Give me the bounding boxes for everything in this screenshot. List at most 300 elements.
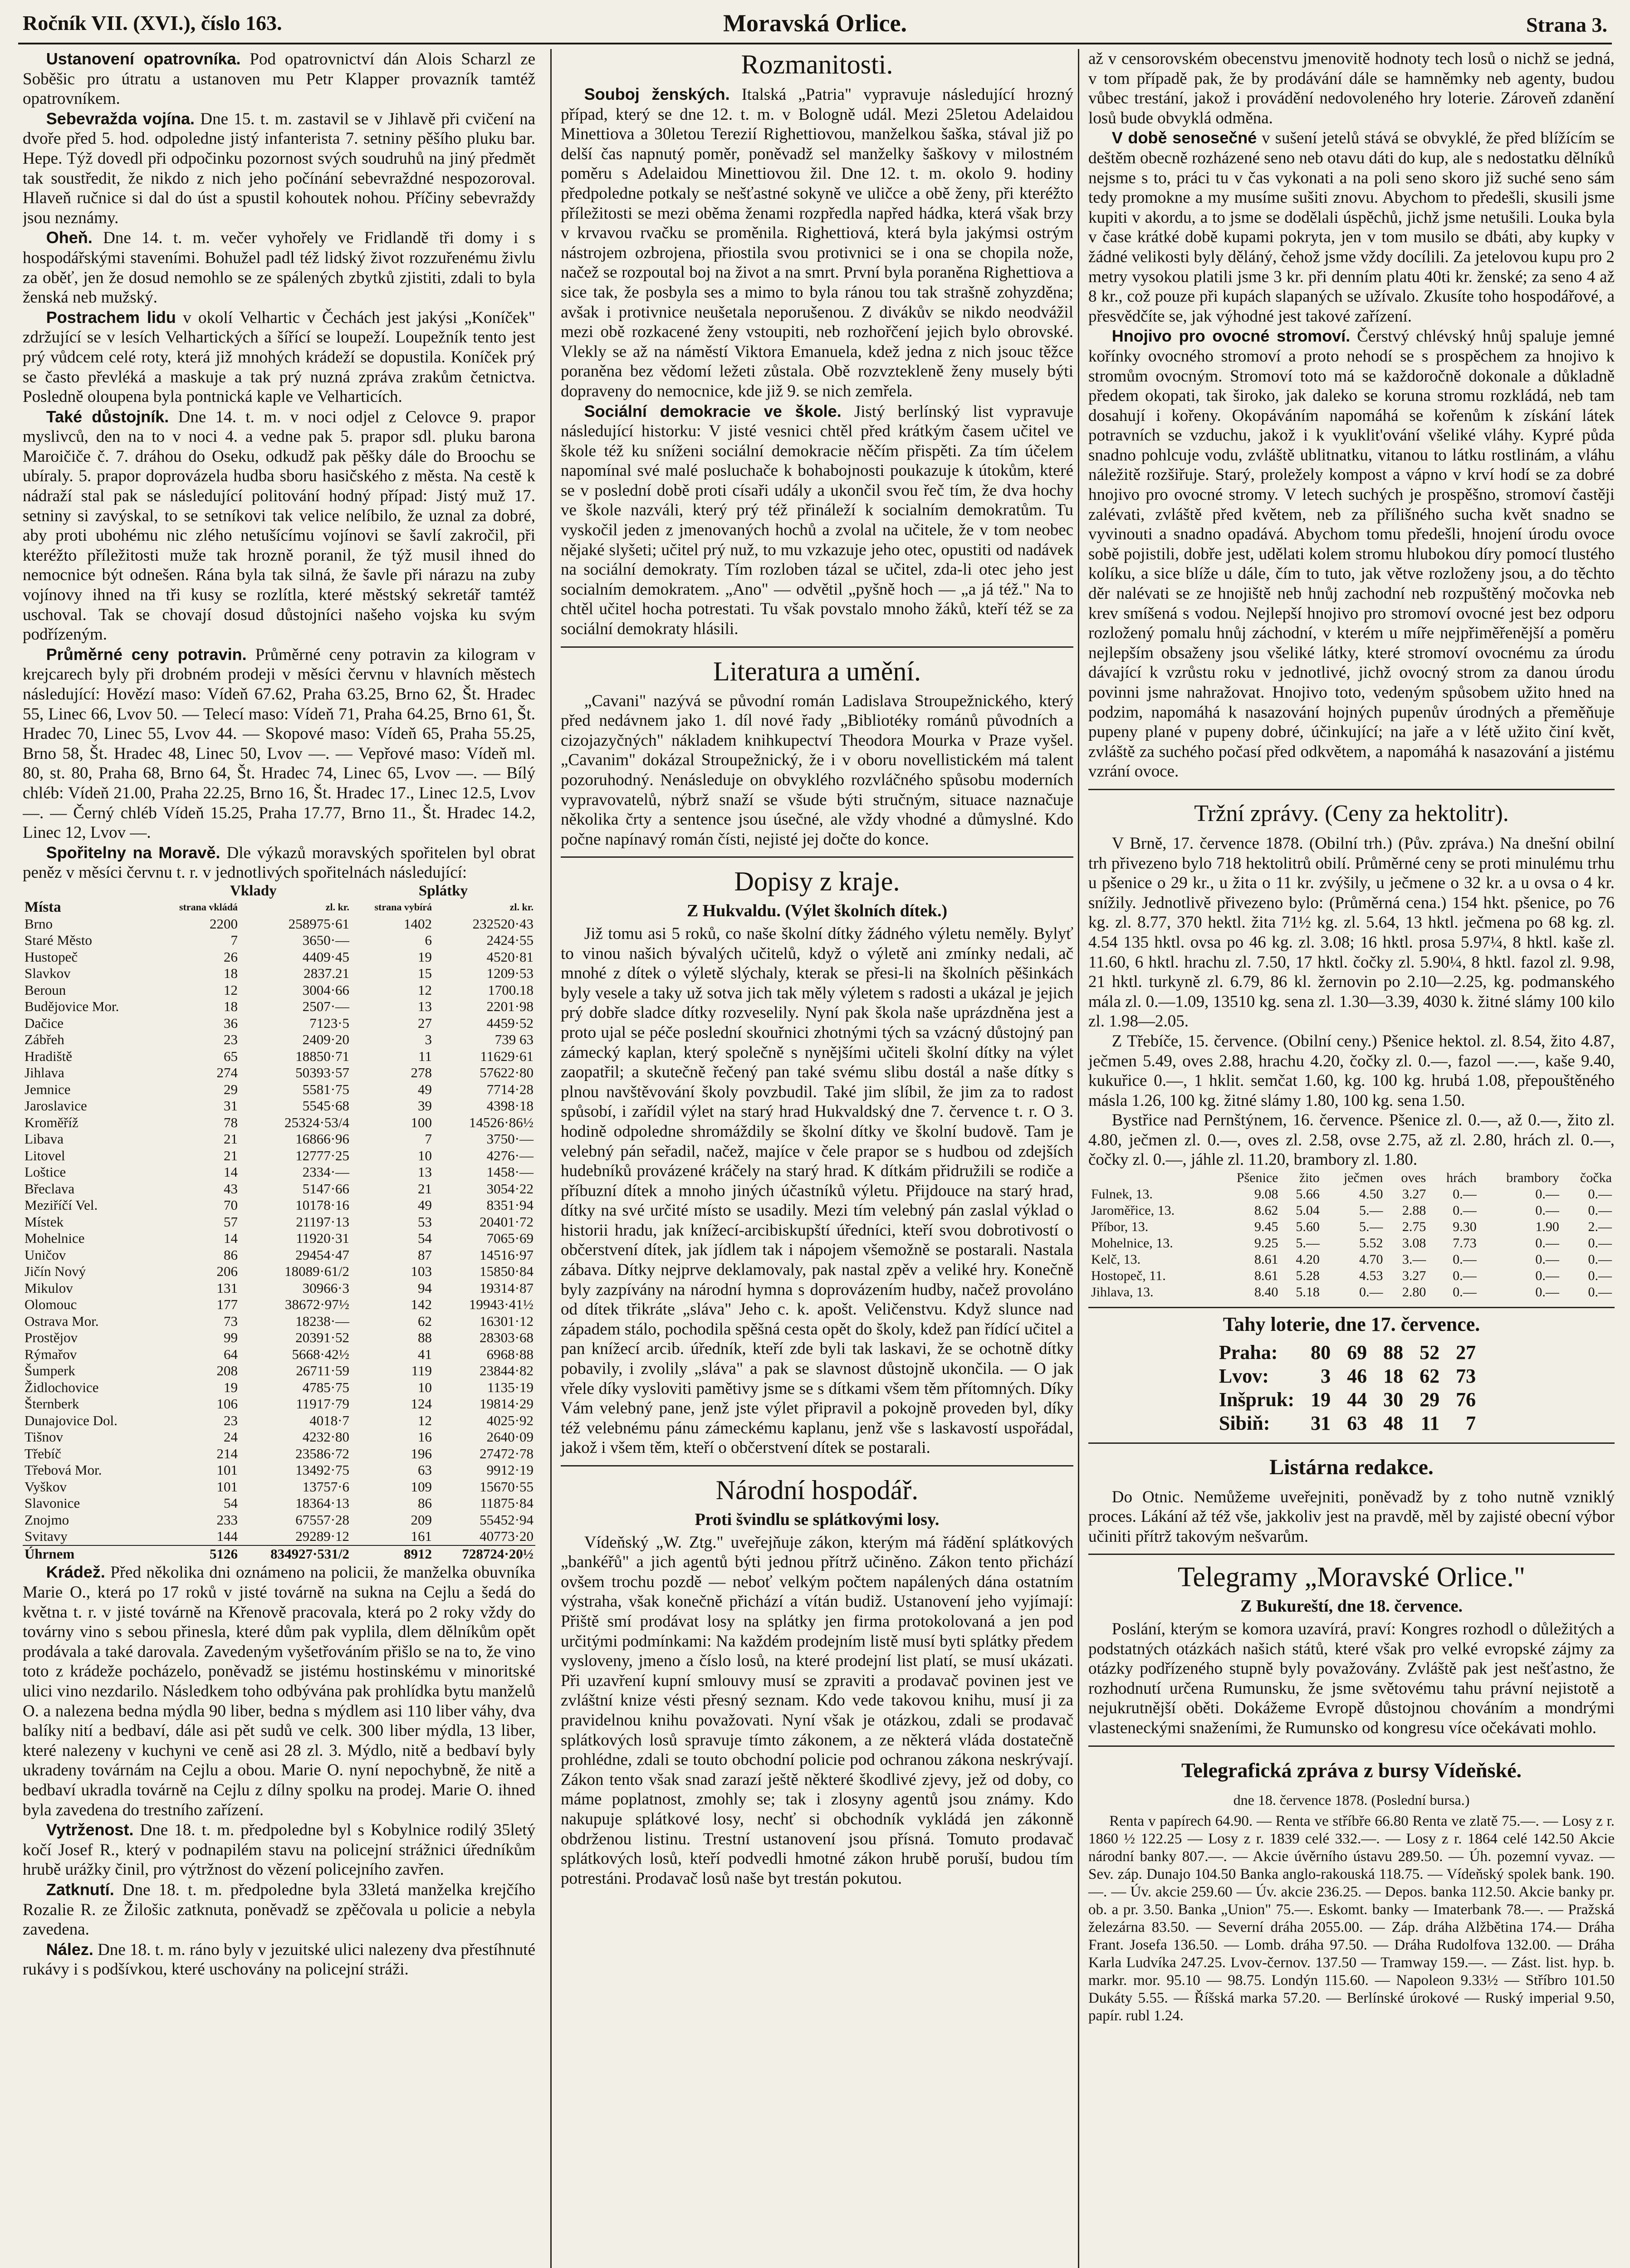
value-cell: 10178·16	[295, 1197, 350, 1213]
table-row	[1088, 1284, 1615, 1300]
value-cell: 7	[230, 932, 238, 948]
table-row	[23, 1230, 535, 1247]
article-heading: Ustanovení opatrovníka.	[46, 49, 241, 68]
lottery-number: 73	[1456, 1364, 1476, 1387]
price-cell: 5.04	[1296, 1203, 1320, 1218]
place-cell: Uničov	[24, 1246, 66, 1263]
value-cell: 4025·92	[486, 1412, 534, 1428]
place-cell: Prostějov	[24, 1330, 78, 1346]
value-cell: 12	[223, 982, 238, 998]
value-cell: 1458·—	[486, 1164, 534, 1180]
price-cell: 0.—	[1535, 1285, 1559, 1300]
value-cell: 25324·53/4	[284, 1114, 350, 1130]
value-cell: 27	[417, 1015, 432, 1031]
value-cell: 18089·61/2	[284, 1263, 350, 1280]
lottery-number: 29	[1420, 1388, 1440, 1411]
section-heading-listarna: Listárna redakce.	[1088, 1442, 1615, 1483]
article-heading: Spořitelny na Moravě.	[46, 843, 220, 862]
table-row	[23, 1429, 535, 1446]
value-cell: 11917·79	[296, 1396, 350, 1412]
town-cell: Příbor, 13.	[1091, 1219, 1149, 1235]
value-cell: 13	[417, 998, 432, 1015]
place-cell: Dunajovice Dol.	[24, 1412, 117, 1428]
value-cell: 14	[223, 1164, 238, 1180]
place-cell: Hradiště	[24, 1048, 73, 1064]
place-cell: Židlochovice	[24, 1379, 99, 1395]
price-cell: 0.—	[1588, 1268, 1612, 1284]
table-row	[23, 1313, 535, 1330]
table-row	[23, 1197, 535, 1214]
table-group-header	[23, 883, 535, 899]
lottery-title: Tahy loterie, dne 17. července.	[1223, 1313, 1480, 1336]
lottery-number: 69	[1347, 1341, 1367, 1364]
price-cell: 5.60	[1296, 1219, 1320, 1235]
value-cell: 13492·75	[295, 1462, 350, 1478]
masthead	[18, 5, 1612, 44]
value-cell: 119	[411, 1363, 432, 1379]
value-cell: 2409·20	[302, 1031, 350, 1048]
price-cell: 0.—	[1588, 1236, 1612, 1251]
value-cell: 208	[216, 1363, 238, 1379]
value-cell: 15850·84	[480, 1263, 534, 1280]
article-subheading-losy: Proti švindlu se splátkovými losy.	[695, 1510, 940, 1529]
total-label: Úhrnem	[23, 1545, 156, 1563]
column-3	[1078, 49, 1615, 2268]
price-cell: 5.—	[1359, 1203, 1383, 1218]
table-row	[23, 1048, 535, 1065]
place-cell: Zábřeh	[24, 1031, 64, 1048]
article-heading: V době senosečné	[1111, 128, 1257, 147]
value-cell: 278	[411, 1065, 432, 1081]
price-cell: 2.—	[1588, 1219, 1612, 1235]
value-cell: 4785·75	[302, 1379, 350, 1395]
value-cell: 4232·80	[302, 1429, 350, 1445]
value-cell: 3054·22	[486, 1180, 534, 1197]
value-cell: 29	[223, 1081, 238, 1097]
value-cell: 38672·97½	[284, 1296, 350, 1313]
table-row	[23, 1031, 535, 1048]
price-cell: 0.—	[1535, 1252, 1559, 1267]
article-telegram: Poslání, kterým se komora uzavírá, praví: Kongres rozhodl o důležitých a podstatných otázkách našich států, které však pro velké evropské zájmy za otázky podřízeného stupně byly považovány. Zvláště pak jest nešťastno, že rozhodnutí určena Rumunsku, že jsme světovému tahu právní nejistotě a nejukrutnější oběti. Dokážeme Evropě důstojnou chováním a mondrými vlasteneckými snaženími, že Rumunsko od kongresu více očekávati mohlo.	[1088, 1620, 1615, 1737]
price-cell: 0.—	[1453, 1187, 1477, 1202]
value-cell: 27472·78	[480, 1445, 534, 1461]
price-cell: 4.50	[1359, 1187, 1383, 1202]
lottery-city: Sibiň:	[1219, 1412, 1270, 1434]
place-cell: Litovel	[24, 1147, 65, 1163]
price-cell: 3.27	[1402, 1187, 1426, 1202]
price-cell: 9.08	[1254, 1187, 1278, 1202]
value-cell: 161	[411, 1528, 432, 1545]
table-row	[23, 1015, 535, 1032]
price-cell: 8.61	[1254, 1252, 1278, 1267]
article-text: Průměrné ceny potravin za kilogram v krejcarech byly při drobném prodeji v měsíci červnu v hlavních městech následující: Hovězí maso: Vídeň 67.62, Praha 63.25, Brno 62, Št. Hradec 55, Linec 66, Lvov 50. — Telecí maso: Vídeň 71, Praha 64.25, Brno 61, Št. Hradec 70, Linec 55, Lvov 44. — Skopové maso: Vídeň 65, Praha 55.25, Brno 58, Št. Hradec 48, Linec 50, Lvov —. — Vepřové maso: Vídeň ml. 80, st. 80, Praha 68, Brno 64, Št. Hradec 74, Linec 65, Lvov —. — Bílý chléb: Vídeň 21.00, Praha 22.25, Brno 16, Št. Hradec 17., Linec 12.5, Lvov —. — Černý chléb Vídeň 15.25, Praha 17.77, Brno 11., Št. Hradec 14.2, Linec 12, Lvov —.	[23, 645, 535, 842]
place-cell: Slavkov	[24, 965, 71, 982]
place-cell: Vyškov	[24, 1478, 67, 1495]
value-cell: 55452·94	[480, 1511, 534, 1528]
price-cell: 8.40	[1254, 1285, 1278, 1300]
article-text: Dne 18. t. m. předpoledne byl s Kobylnice rodilý 35letý kočí Josef R., který v podnapilém stavu na policejní strážnici úředníkům hrubě urážky činil, pro výtržnost do vězení policejního zavřen.	[23, 1821, 535, 1879]
article-heading: Nález.	[46, 1940, 93, 1959]
column-header: brambory	[1506, 1170, 1559, 1186]
table-row	[23, 1479, 535, 1496]
table-header	[1088, 1170, 1615, 1186]
price-cell: 3.27	[1402, 1268, 1426, 1284]
place-cell: Olomouc	[24, 1296, 77, 1313]
article-text: Dne 18. t. m. ráno byly v jezuitské ulici nalezeny dva přestíhnuté rukávy i s podšívkou, které uschovány na policejní stráži.	[23, 1940, 535, 1979]
article-heading: Krádež.	[46, 1563, 105, 1582]
value-cell: 26711·59	[296, 1363, 350, 1379]
total-cell: 728724·20½	[434, 1545, 535, 1563]
value-cell: 21	[417, 1180, 432, 1197]
place-cell: Ostrava Mor.	[24, 1313, 99, 1329]
article-heading: Průměrné ceny potravin.	[46, 645, 247, 664]
lottery-number: 46	[1347, 1364, 1367, 1387]
price-cell: 0.—	[1453, 1268, 1477, 1284]
value-cell: 20391·52	[295, 1330, 350, 1346]
lottery-row	[1219, 1388, 1484, 1412]
value-cell: 6	[425, 932, 432, 948]
table-total-row	[23, 1545, 535, 1563]
table-body	[1088, 1186, 1615, 1300]
table-row	[23, 1346, 535, 1363]
place-cell: Znojmo	[24, 1511, 69, 1528]
price-cell: 4.70	[1359, 1252, 1383, 1267]
table-row	[1088, 1186, 1615, 1202]
place-cell: Jemnice	[24, 1081, 71, 1097]
price-cell: 0.—	[1535, 1203, 1559, 1218]
value-cell: 36	[223, 1015, 238, 1031]
value-cell: 11875·84	[480, 1495, 534, 1511]
town-cell: Jaroměřice, 13.	[1091, 1203, 1175, 1218]
value-cell: 12777·25	[295, 1147, 350, 1163]
table-row	[23, 998, 535, 1015]
value-cell: 209	[411, 1511, 432, 1528]
value-cell: 18238·—	[295, 1313, 350, 1329]
value-cell: 196	[411, 1445, 432, 1461]
article-heading: Zatknutí.	[46, 1880, 114, 1899]
price-cell: 5.28	[1296, 1268, 1320, 1284]
value-cell: 70	[223, 1197, 238, 1213]
price-cell: 5.52	[1359, 1236, 1383, 1251]
place-cell: Libava	[24, 1131, 64, 1147]
lottery-city: Lvov:	[1219, 1364, 1269, 1387]
value-cell: 103	[411, 1263, 432, 1280]
telegram-dateline: Z Bukureští, dne 18. července.	[1240, 1597, 1463, 1616]
col-strana-vklada: strana vkládá	[179, 901, 238, 913]
value-cell: 106	[216, 1396, 238, 1412]
bursa-dateline: dne 18. července 1878. (Poslední bursa.)	[1233, 1791, 1470, 1808]
column-header: čočka	[1580, 1170, 1612, 1186]
table-row	[23, 982, 535, 999]
price-cell: 0.—	[1535, 1236, 1559, 1251]
value-cell: 1135·19	[487, 1379, 534, 1395]
value-cell: 18850·71	[295, 1048, 350, 1064]
value-cell: 7	[425, 1131, 432, 1147]
value-cell: 49	[417, 1197, 432, 1213]
col-strana-vybira: strana vybírá	[374, 901, 432, 913]
article-heading: Sociální demokracie ve škole.	[584, 401, 842, 420]
table-row	[1088, 1219, 1615, 1235]
value-cell: 11	[418, 1048, 432, 1064]
article-zatknuti	[23, 1880, 535, 1940]
price-cell: 5.—	[1359, 1219, 1383, 1235]
table-row	[23, 1181, 535, 1198]
market-brno: V Brně, 17. července 1878. (Obilní trh.) (Pův. zpráva.) Na dnešní obilní trh přivezeno bylo 718 hektolitrů obilí. Průměrné ceny se proti minulému trhu u pšenice o 29 kr., u žita o 11 kr. zvýšily, u ječmene o 32 kr. a u ovsa o 4 kr. snížily. Jednotlivě přivezeno bylo: (Průměrná cena.) 154 hkt. pšenice, po 76 kg. zl. 8.77, 370 hektl. žita 71½ kg. zl. 5.64, 13 hktl. ječmena po 68 kg. zl. 4.54 135 hktl. ovsa po 46 kg. zl. 3.08; 16 hktl. prosa 5.97¼, 8 hktl. kaše zl. 11.60, 6 hktl. hrachu zl. 7.50, 17 hktl. čočky zl. 5.90¼, 8 hktl. fazol zl. 9.98, 21 hktl. turkyně zl. 6.79, 86 kl. žernovin po 2.10—2.25, kg. podmanského mála zl. 0.—1.09, 13510 kg. sena zl. 1.30—3.39, 4030 k. žitné slámy 100 kilo zl. 1.98—2.05.	[1088, 834, 1615, 1031]
value-cell: 50393·57	[295, 1065, 350, 1081]
table-row	[23, 1114, 535, 1131]
lottery-number: 80	[1311, 1341, 1331, 1364]
article-sporitelny	[23, 843, 535, 883]
place-cell: Meziříčí Vel.	[24, 1197, 98, 1213]
article-subheading-hukvaldy: Z Hukvaldu. (Výlet školních dítek.)	[686, 901, 948, 921]
value-cell: 29454·47	[295, 1246, 350, 1263]
value-cell: 23	[223, 1031, 238, 1048]
lottery-number: 27	[1456, 1341, 1476, 1364]
issue-number: Ročník VII. (XVI.), číslo 163.	[23, 11, 282, 34]
value-cell: 214	[216, 1445, 238, 1461]
value-cell: 20401·72	[480, 1213, 534, 1230]
article-text: Dne 18. t. m. předpoledne byla 33letá manželka krejčího Rozalie R. ze Žilošic zatknuta, poněvadž se zpěčovala u policie a nebyla zavedena.	[23, 1880, 535, 1939]
table-row	[1088, 1202, 1615, 1219]
value-cell: 5581·75	[302, 1081, 350, 1097]
value-cell: 16866·96	[295, 1131, 350, 1147]
value-cell: 6968·88	[486, 1346, 534, 1362]
value-cell: 31	[223, 1098, 238, 1114]
table-body	[23, 916, 535, 1545]
place-cell: Loštice	[24, 1164, 66, 1180]
lottery-row	[1219, 1364, 1484, 1388]
value-cell: 54	[223, 1495, 238, 1511]
lottery-number: 3	[1321, 1364, 1331, 1387]
value-cell: 233	[216, 1511, 238, 1528]
price-cell: 0.—	[1453, 1252, 1477, 1267]
value-cell: 3	[425, 1031, 432, 1048]
value-cell: 2424·55	[486, 932, 534, 948]
value-cell: 23	[223, 1412, 238, 1428]
price-cell: 8.62	[1254, 1203, 1278, 1218]
article-heading: Souboj ženských.	[584, 85, 730, 103]
value-cell: 9912·19	[486, 1462, 534, 1478]
value-cell: 12	[417, 982, 432, 998]
place-cell: Jičín Nový	[24, 1263, 86, 1280]
value-cell: 7065·69	[486, 1230, 534, 1246]
price-cell: 2.80	[1402, 1285, 1426, 1300]
article-losy-continued: až v censorovském obecenstvu jmenovitě hodnoty tech losů o nichž se jedná, v tom případě pak, že by prodávání dále se hamněmky neb agenty, budou vůbec trestání, jakož i provádění nedovoleného hry loterie. Zároveň zdanění losů bude obvyklá odměna.	[1088, 49, 1615, 127]
article-kradez	[23, 1562, 535, 1820]
lottery-table	[1219, 1341, 1484, 1435]
value-cell: 101	[216, 1478, 238, 1495]
value-cell: 206	[216, 1263, 238, 1280]
section-heading-rozmanitosti: Rozmanitosti.	[741, 49, 893, 79]
town-cell: Jihlava, 13.	[1091, 1285, 1154, 1300]
article-ustanoveni	[23, 49, 535, 109]
town-cell: Mohelnice, 13.	[1091, 1236, 1173, 1251]
lottery-number: 30	[1383, 1388, 1404, 1411]
value-cell: 19	[417, 948, 432, 965]
value-cell: 5668·42½	[292, 1346, 350, 1362]
value-cell: 1402	[403, 915, 432, 932]
lottery-number: 52	[1420, 1341, 1440, 1364]
value-cell: 19	[223, 1379, 238, 1395]
article-hnojivo	[1088, 326, 1615, 782]
value-cell: 13	[417, 1164, 432, 1180]
table-row	[1088, 1251, 1615, 1268]
section-heading-hospodar: Národní hospodář.	[561, 1465, 1073, 1505]
article-bursa: Renta v papírech 64.90. — Renta ve stříbře 66.80 Renta ve zlatě 75.—. — Losy z r. 1860 ½ 122.25 — Losy z r. 1839 celé 332.—. — Losy z r. 1864 celé 142.50 Akcie národní banky 807.—. — Akcie úvěrního ústavu 289.50. — Úh. pozemní vyvaz. — Sev. záp. Dunajo 104.50 Banka anglo-rakouská 118.75. — Vídeňský spolek bank. 190.—. — Úv. akcie 259.60 — Úv. akcie 236.25. — Depos. banka 112.50. Akcie banky pr. ob. a pr. 3.50. Banka „Union" 75.—. Eskomt. banky — Imaterbank 78.—. — Pražská železárna 83.50. — Severní dráha 2055.00. — Záp. dráha Alžbětina 174.— Dráha Frant. Josefa 136.50. — Lomb. dráha 97.50. — Dráha Rudolfova 132.00. — Dráha Karla Ludvíka 247.25. Lvov-černov. 137.50 — Tramway 159.—. — Zást. list. hyp. b. markr. mor. 95.10 — 98.75. Londýn 115.60. — Napoleon 9.33½ — Stříbro 101.50 Dukáty 5.55. — Říšská marka 57.20. — Berlínské úrokové — Ruský imperial 9.50, papír. rubl 1.24.	[1088, 1813, 1615, 2024]
price-cell: 0.—	[1535, 1268, 1559, 1284]
price-cell: 0.—	[1588, 1285, 1612, 1300]
value-cell: 99	[223, 1330, 238, 1346]
lottery-number: 18	[1383, 1364, 1404, 1387]
table-row	[23, 1164, 535, 1181]
value-cell: 3650·—	[302, 932, 350, 948]
town-cell: Fulnek, 13.	[1091, 1187, 1153, 1202]
value-cell: 18	[223, 965, 238, 982]
place-cell: Tišnov	[24, 1429, 64, 1445]
value-cell: 29289·12	[295, 1528, 350, 1545]
value-cell: 131	[216, 1280, 238, 1296]
table-row	[23, 1446, 535, 1462]
article-sebevrazda	[23, 109, 535, 228]
place-cell: Jihlava	[24, 1065, 64, 1081]
table-row	[23, 1379, 535, 1396]
lottery-city: Praha:	[1219, 1341, 1278, 1364]
place-cell: Šternberk	[24, 1396, 79, 1412]
article-cavani: „Cavani" nazývá se původní román Ladislava Stroupežnického, který před nedávnem jako 1. díl nové řady „Bibliotéky románů původních a cizojazyčných" nákladem knihkupectví Theodora Mourka v Praze vyšel. „Cavanim" dokázal Stroupežnický, že i v oboru novellistickém má talent pozoruhodný. Nenásleduje on obvyklého rozvláčného spůsobu moderních vypravovatelů, nýbrž snaží se všude býti stručným, situace naznačuje několika črty a sentence jsou úsečné, ale vždy vhodné a důmyslné. Kdo počne napínavý román čísti, nejisté jej dočte do konce.	[561, 691, 1073, 849]
value-cell: 86	[417, 1495, 432, 1511]
lottery-number: 11	[1420, 1412, 1440, 1434]
value-cell: 124	[411, 1396, 432, 1412]
table-row	[23, 1512, 535, 1529]
value-cell: 109	[411, 1478, 432, 1495]
lottery-number: 63	[1347, 1412, 1367, 1434]
price-cell: 3.08	[1402, 1236, 1426, 1251]
article-hukvaldy: Již tomu asi 5 roků, co naše školní dítky žádného výletu neměly. Bylyť to vinou našich bývalých učitelů, když o výletě ani zmínky nedali, ač mnohé z dítek o výletě slýchaly, kterak se přesi-li na školních pěšinkách byly vesele a taky už sotva jich tak měly výletem s radosti a ukázal je jejich prý dobře sladce dítky rozveselily. Nyní pak škola naše uprázdněna jest a proto ujal se péče poslední skouřnici zhotnými tých sa vzácný důstojný pan zámecký kaplan, který společně s nynějšími učiteli školní dítky na výlet zaopatřil; a skutečně řečený pan také svému slibu dostál a naše dítky s plnou navštěvování školy povzbudil. Také jim slíbil, že jim za to radost spůsobí, i zařídil výlet na starý hrad Hukvaldský dne 7. července t. r. O 3. hodině odpoledne shromáždily se školní dítky ve školní budově. Tam je velebný pán seřadil, načež, majíce v čele prapor se s hudbou od zdejších hudebníků provázené kráčely na starý hrad. K dítkám přidružili se rodiče a příbuzní dítek a mnoho jiných účastníků výletu. Přijdouce na starý hrad, dítky na své určité místo se usadily. Mezi tím velebný pán zaslal výklad o historii hradu, jak knížecí-arcibiskupští úředníci, kteří svou dobrotivostí o občerstvení dítek, jak jídlem tak i nápojem všemožně se postarali. Nastala zábava. Dítky nejprve deklamovaly, pak nastal zpěv a veliké hry. Konečně byly zazpívány na národní hymna s doprovázením hudby, načež provoláno od dítek třikráte „sláva" Jeho c. k. apošt. Veličenstvu. Když slunce nad západem stálo, pochodila spěšná cesta opět do školy, kdež pan řídící učitel a pan knížecí arcib. úředník, kteří zde byli tak laskavi, že se ochotně dítky pobavily, i zvolily „sláva" a pak se slavnost důstojně ukončila. — O jak vřele díky vysloviti pamětivy jsme se s dítkami všem těm přítomných. Díky Vám velebný pane, jenž jste výlet připravil a pokojně proveden byl, díky též velebnému pánu zámeckému kaplanu, jenž vše s laskavostí uspořádal, jakož i všem těm, kteří o občerstvení dítek se postarali.	[561, 924, 1073, 1457]
value-cell: 39	[417, 1098, 432, 1114]
article-text: Jistý berlínský list vypravuje následující historku: V jisté vesnici chtěl před krátkým časem učitel ve škole též ku sníženi sociální demokracie něčím přispěti. Za tím účelem napomínal své malé posluchače k bohabojnosti poukazuje k útokům, které se v poslední době proti císaři udály a ukončil svou řeč tím, že dva hochy ve škole nazváli, který prý též přináleží k socialním demokratům. Tu vyskočil jeden z jmenovaných hochů a zvolal na učitele, že v tom neobec nějaké slyšeti; učitel prý nuž, to mu vzkazuje jeho otec, opustiti od nadávek na sociální demokraty. Tím rozloben tázal se učitel, zda-li otec jeho jest socialním demokratem. „Ano" — odvětil „pyšně hoch — „a já též." Na to chtěl učitel hocha potrestati. Tu však povstalo mnoho žáků, kteří též se za sociální demokraty hlásili.	[561, 402, 1073, 639]
table-row	[23, 1330, 535, 1346]
place-cell: Svitavy	[24, 1528, 68, 1545]
value-cell: 12	[417, 1412, 432, 1428]
col-zl-kr-2: zl. kr.	[509, 901, 534, 913]
article-text: Čerstvý chlévský hnůj spaluje jemné kořínky ovocného stromoví a proto nehodí se s prospěchem za hnojivo k stromům ovocným. Stromoví toto má se každoročně dokonale a důkladně předem okopati, tak široko, jak daleko se koruna stromu rozkládá, neb tam dosahují i kořeny. Okopáváním napomáhá se kořenům k získání látek potravních se vzduchu, jakož i k vyuklit'ování všeliké vláhy. Kypré půda snadno pohlcuje vodu, zvláště ublitnatku, vitanou to látku rostlinám, a vláhu náležitě rozšiřuje. Starý, proležely kompost a vápno v krví hodí se za dobré hnojivo pro ovocné stromy. V letech suchých je prospěšno, stromoví častěji zalévati, zvláště před květem, neb za přílišného sucha květ snadno se vyvinouti a snadno opadává. Abychom tomu předešli, hnojení úrodu ovoce sobě pojistili, dobře jest, udělati kolem stromu hlubokou díry pomocí tlustého kolíku, a sice blíže u dále, čím to tuto, jak větve rozloženy jsou, a do těchto děr nalévati se ze hnojiště neb hnůj zachodní neb rozpuštěný močovka neb krev smíšená s vodou. Nejlepší hnojivo pro stromoví ovocné jest bez odporu rozložený pomalu hnůj záchodní, v kterém u míře nejpřiměřenější a poměru nejlepším obsaženy jsou všeliké látky, které stromoví ovocnému za úrodu dávající k vzrůstu roku v jednotlivé, jichž ovocný strom za danou úrodu povinni jsme nahražovat. Hnojivo toto, vedeným spůsobem užito hned na podzim, napomáhá k nasazování hojných pupenův úrodných a přeměňuje pupeny plané v pupeny dobré, účinkující; na jaře a v létě užito činí květ, zvláště za suchého počasí před odkvětem, a napomáhá k nasazování a jistému vzrání ovoce.	[1088, 327, 1615, 781]
lottery-number: 31	[1311, 1412, 1331, 1434]
table-row	[23, 1263, 535, 1280]
value-cell: 21	[223, 1147, 238, 1163]
place-cell: Rýmařov	[24, 1346, 77, 1362]
table-row	[23, 1098, 535, 1114]
value-cell: 2507·—	[302, 998, 350, 1015]
place-cell: Jaroslavice	[24, 1098, 87, 1114]
value-cell: 40773·20	[480, 1528, 534, 1545]
value-cell: 2200	[209, 915, 238, 932]
article-socialni	[561, 401, 1073, 639]
article-postrach	[23, 308, 535, 407]
lottery-number: 62	[1420, 1364, 1440, 1387]
value-cell: 19814·29	[480, 1396, 534, 1412]
value-cell: 10	[417, 1379, 432, 1395]
column-header: oves	[1401, 1170, 1426, 1186]
total-cell: 8912	[351, 1545, 434, 1563]
value-cell: 10	[417, 1147, 432, 1163]
value-cell: 88	[417, 1330, 432, 1346]
price-cell: 5.18	[1296, 1285, 1320, 1300]
price-cell: 0.—	[1588, 1187, 1612, 1202]
value-cell: 144	[216, 1528, 238, 1545]
article-text: v sušení jetelů stává se obvyklé, že před blížícím se deštěm obecně rozházené seno neb otavu dáti do kup, ale s nedostatku dělníků nejsme s to, práci tu v čas vykonati a na poli seno skoro již suché seno sám tedy promokne a my musíme sušiti znovu. Abychom to předešli, skusili jsme kupiti v akordu, a to jsme se dodělali úspěchů, jichž jsme netušili. Louka byla v čase krátké době kupami pokryta, jen v tom musilo se dbáti, aby kupky v žádné velikosti byly děláný, čehož jsme vždy docílili. Za jetelovou kupu pro 2 metry vysokou platili jsme 3 kr. při denním platu 40ti kr. ženské; za seno 4 až 8 kr., což pouze při kupách slapaných se užívalo. Zkusíte toho hospodářové, a přesvědčíte se, jak výhodné jest takové zařízení.	[1088, 129, 1615, 326]
value-cell: 23844·82	[480, 1363, 534, 1379]
article-ohen	[23, 228, 535, 307]
total-cell: 834927·531/2	[240, 1545, 351, 1563]
article-text: Dne 14. t. m. v noci odjel z Celovce 9. prapor myslivců, den na to v noci 4. a vedne pak 5. prapor sdl. pluku barona Maroičiče č. 7. dráhou do Oseku, odkudž pak pěšky dále do Broochu se ubíraly. 5. prapor doprovázela hudba sboru hasičského z města. Na cestě k nádraží stal pak se následující politování hodný případ: Jistý muž 17. setniny si zavýskal, to se setníkovi tak velice nelíbilo, že uznal za dobré, aby proti ubohému nic zlého netušícímu vojínovi se šavlí zakročil, při kteréžto příležitosti muže tak hrozně poranil, že týž musil ihned do nemocnice být odnešen. Rána byla tak silná, že šavle při nárazu na zuby vojínovy ihned na tři kusy se rozlítla, které městský sekretář tamtéž uschoval. Tak se chovají dosud důstojníci našeho vojska ku svým podřízeným.	[23, 407, 535, 644]
price-cell: 9.25	[1254, 1236, 1278, 1251]
value-cell: 24	[223, 1429, 238, 1445]
article-heading: Sebevražda vojína.	[46, 109, 195, 128]
value-cell: 739 63	[494, 1031, 534, 1048]
value-cell: 177	[216, 1296, 238, 1313]
article-souboj	[561, 84, 1073, 401]
article-text: Dne 15. t. m. zastavil se v Jihlavě při cvičení na dvoře před 5. hod. odpoledne jistý infanterista 7. setniny pěšího pluku bar. Hepe. Týž dovedl při odpočinku pozornost svých soudruhů na jiný předmět tak soustředit, že nikdo z nich jeho počínání sebevraždné nespozoroval. Hlaveň ručnice si dal do úst a spustil kohoutek nohou. Příčiny sebevraždy jsou neznámy.	[23, 109, 535, 227]
table-row	[23, 949, 535, 966]
value-cell: 62	[417, 1313, 432, 1329]
value-cell: 142	[411, 1296, 432, 1313]
table-row	[23, 965, 535, 982]
price-cell: 0.—	[1535, 1187, 1559, 1202]
value-cell: 30966·3	[302, 1280, 350, 1296]
value-cell: 67557·28	[295, 1511, 350, 1528]
value-cell: 19314·87	[480, 1280, 534, 1296]
place-cell: Budějovice Mor.	[24, 998, 119, 1015]
price-cell: 5.—	[1296, 1236, 1320, 1251]
value-cell: 4018·7	[309, 1412, 350, 1428]
value-cell: 7714·28	[486, 1081, 534, 1097]
price-cell: 0.—	[1453, 1285, 1477, 1300]
col-mista: Místa	[24, 899, 61, 916]
divider	[1088, 1307, 1615, 1308]
place-cell: Beroun	[24, 982, 66, 998]
value-cell: 258975·61	[288, 915, 350, 932]
price-cell: 4.53	[1359, 1268, 1383, 1284]
value-cell: 4520·81	[486, 948, 534, 965]
place-cell: Místek	[24, 1213, 64, 1230]
value-cell: 18	[223, 998, 238, 1015]
column-header	[1088, 1170, 1214, 1186]
col-zl-kr-1: zl. kr.	[325, 901, 350, 913]
table-row	[23, 1296, 535, 1313]
value-cell: 4276·—	[486, 1147, 534, 1163]
value-cell: 73	[223, 1313, 238, 1329]
value-cell: 2334·—	[302, 1164, 350, 1180]
value-cell: 43	[223, 1180, 238, 1197]
article-text: Dne 14. t. m. večer vyhořely ve Fridlandě tři domy i s hospodářskými staveními. Bohužel padl též lidský život rozzuřenému živlu za oběť, jen že dosud nemohlo se ze spálených zbytků zjistiti, zdali to byla ženská neb mužský.	[23, 229, 535, 307]
value-cell: 53	[417, 1213, 432, 1230]
value-cell: 28303·68	[480, 1330, 534, 1346]
value-cell: 87	[417, 1246, 432, 1263]
price-cell: 2.88	[1402, 1203, 1426, 1218]
lottery-city: Inšpruk:	[1219, 1388, 1295, 1411]
article-text: Před několika dni oznámeno na policii, že manželka obuvníka Marie O., která po 17 roků v jisté továrně na sukna na Cejlu a šedá do května t. r. v jisté továrně na Křenově pracovala, která po 2 roky vždy do továrny vino s sebou přinesla, které dům pak vyplila, dlem dělníkům opět prodávala a také darovala. Zavedeným vyšetřováním přišlo se na to, že vino toto z krádeže pocházelo, poněvadž se jistému hostinskému v minoritské ulici vino nezdarilo. Následkem toho odbývána pak prohlídka bytu manželů O. a nalezena bedna mýdla 90 liber, bedna s mýdlem asi 110 liber váhy, dva balíky nití a bedbaví, dále asi pět sudů ve celk. 300 liber mýdla, 13 liber, které nalezeny v kuchyni ve ceně asi 28 zl. 3. Mýdlo, nitě a bedbaví byly ukradeny továrnám na Cejlu a obou. Marie O. nyní nepochybně, že nitě a bedbaví ukradla továrně na Cejlu z dílny spolku na prodej. Marie O. ihned byla zavedena do trestního zařízení.	[23, 1563, 535, 1819]
value-cell: 16301·12	[480, 1313, 534, 1329]
lottery-row	[1219, 1412, 1484, 1435]
value-cell: 16	[417, 1429, 432, 1445]
value-cell: 11629·61	[480, 1048, 534, 1064]
value-cell: 8351·94	[486, 1197, 534, 1213]
price-cell: 1.90	[1535, 1219, 1559, 1235]
table-row	[23, 1131, 535, 1148]
price-cell: 7.73	[1453, 1236, 1477, 1251]
newspaper-title: Moravská Orlice.	[723, 10, 907, 37]
place-cell: Třebíč	[24, 1445, 61, 1461]
